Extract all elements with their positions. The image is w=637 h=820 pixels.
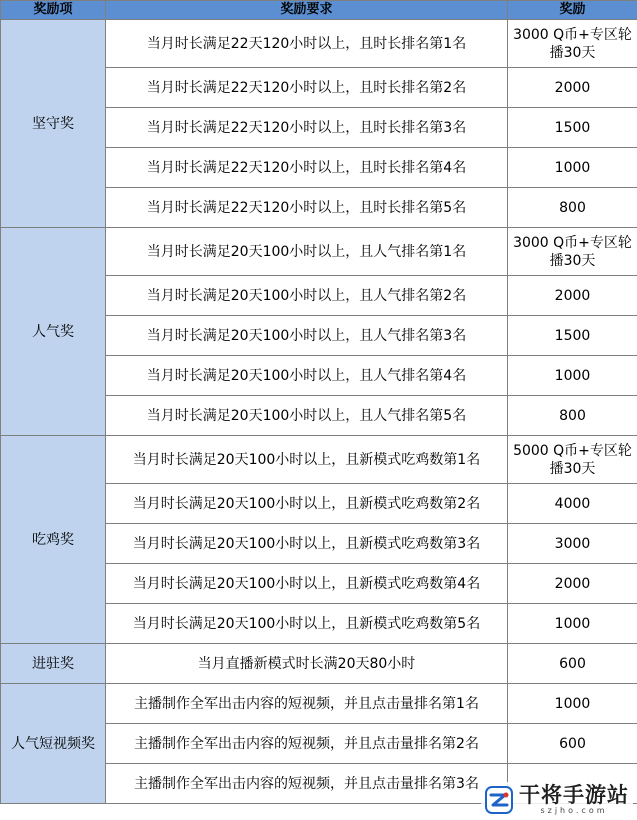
watermark-name: 干将手游站 <box>519 783 629 807</box>
reward-cell: 4000 <box>508 484 637 524</box>
reward-cell: 600 <box>508 644 637 684</box>
reward-cell: 2000 <box>508 564 637 604</box>
table-row <box>1 436 637 484</box>
requirement-cell: 当月时长满足22天120小时以上，且时长排名第5名 <box>106 188 508 228</box>
requirement-cell: 当月时长满足20天100小时以上，且人气排名第3名 <box>106 316 508 356</box>
reward-cell: 2000 <box>508 68 637 108</box>
requirement-cell: 当月时长满足20天100小时以上，且新模式吃鸡数第3名 <box>106 524 508 564</box>
reward-cell: 1000 <box>508 148 637 188</box>
requirement-cell: 当月时长满足22天120小时以上，且时长排名第4名 <box>106 148 508 188</box>
category-cell: 人气奖 <box>1 228 106 436</box>
requirement-cell: 当月时长满足20天100小时以上，且新模式吃鸡数第1名 <box>106 436 508 484</box>
reward-cell: 1500 <box>508 108 637 148</box>
table-row <box>1 644 637 684</box>
requirement-cell: 当月时长满足20天100小时以上，且新模式吃鸡数第2名 <box>106 484 508 524</box>
requirement-cell: 主播制作全军出击内容的短视频，并且点击量排名第3名 <box>106 764 508 804</box>
requirement-cell: 当月时长满足20天100小时以上，且新模式吃鸡数第5名 <box>106 604 508 644</box>
requirement-cell: 当月时长满足22天120小时以上，且时长排名第2名 <box>106 68 508 108</box>
requirement-cell: 当月时长满足20天100小时以上，且人气排名第1名 <box>106 228 508 276</box>
reward-cell: 800 <box>508 396 637 436</box>
reward-cell: 2000 <box>508 276 637 316</box>
table-row <box>1 684 637 724</box>
reward-cell: 3000 Q币+专区轮播30天 <box>508 20 637 68</box>
category-cell: 人气短视频奖 <box>1 684 106 804</box>
table-row <box>1 228 637 276</box>
requirement-cell: 当月时长满足22天120小时以上，且时长排名第1名 <box>106 20 508 68</box>
header-category: 奖励项 <box>1 1 106 20</box>
watermark-url: szjho.com <box>540 806 608 815</box>
category-cell: 坚守奖 <box>1 20 106 228</box>
site-watermark <box>481 782 633 816</box>
category-cell: 进驻奖 <box>1 644 106 684</box>
requirement-cell: 主播制作全军出击内容的短视频，并且点击量排名第1名 <box>106 684 508 724</box>
reward-cell: 800 <box>508 188 637 228</box>
header-requirement: 奖励要求 <box>106 1 508 20</box>
requirement-cell: 当月直播新模式时长满20天80小时 <box>106 644 508 684</box>
watermark-text <box>519 784 629 815</box>
reward-cell: 1000 <box>508 684 637 724</box>
table-row <box>1 20 637 68</box>
reward-cell: 1000 <box>508 604 637 644</box>
reward-cell: 3000 Q币+专区轮播30天 <box>508 228 637 276</box>
reward-cell: 600 <box>508 724 637 764</box>
requirement-cell: 主播制作全军出击内容的短视频，并且点击量排名第2名 <box>106 724 508 764</box>
requirement-cell: 当月时长满足20天100小时以上，且人气排名第4名 <box>106 356 508 396</box>
requirement-cell: 当月时长满足20天100小时以上，且新模式吃鸡数第4名 <box>106 564 508 604</box>
requirement-cell: 当月时长满足20天100小时以上，且人气排名第5名 <box>106 396 508 436</box>
swirl-logo-icon <box>485 786 513 814</box>
reward-cell: 5000 Q币+专区轮播30天 <box>508 436 637 484</box>
category-cell: 吃鸡奖 <box>1 436 106 644</box>
reward-cell: 1000 <box>508 356 637 396</box>
header-reward: 奖励 <box>508 1 637 20</box>
reward-cell: 3000 <box>508 524 637 564</box>
table-header-row <box>1 1 637 20</box>
requirement-cell: 当月时长满足22天120小时以上，且时长排名第3名 <box>106 108 508 148</box>
reward-cell: 1500 <box>508 316 637 356</box>
requirement-cell: 当月时长满足20天100小时以上，且人气排名第2名 <box>106 276 508 316</box>
